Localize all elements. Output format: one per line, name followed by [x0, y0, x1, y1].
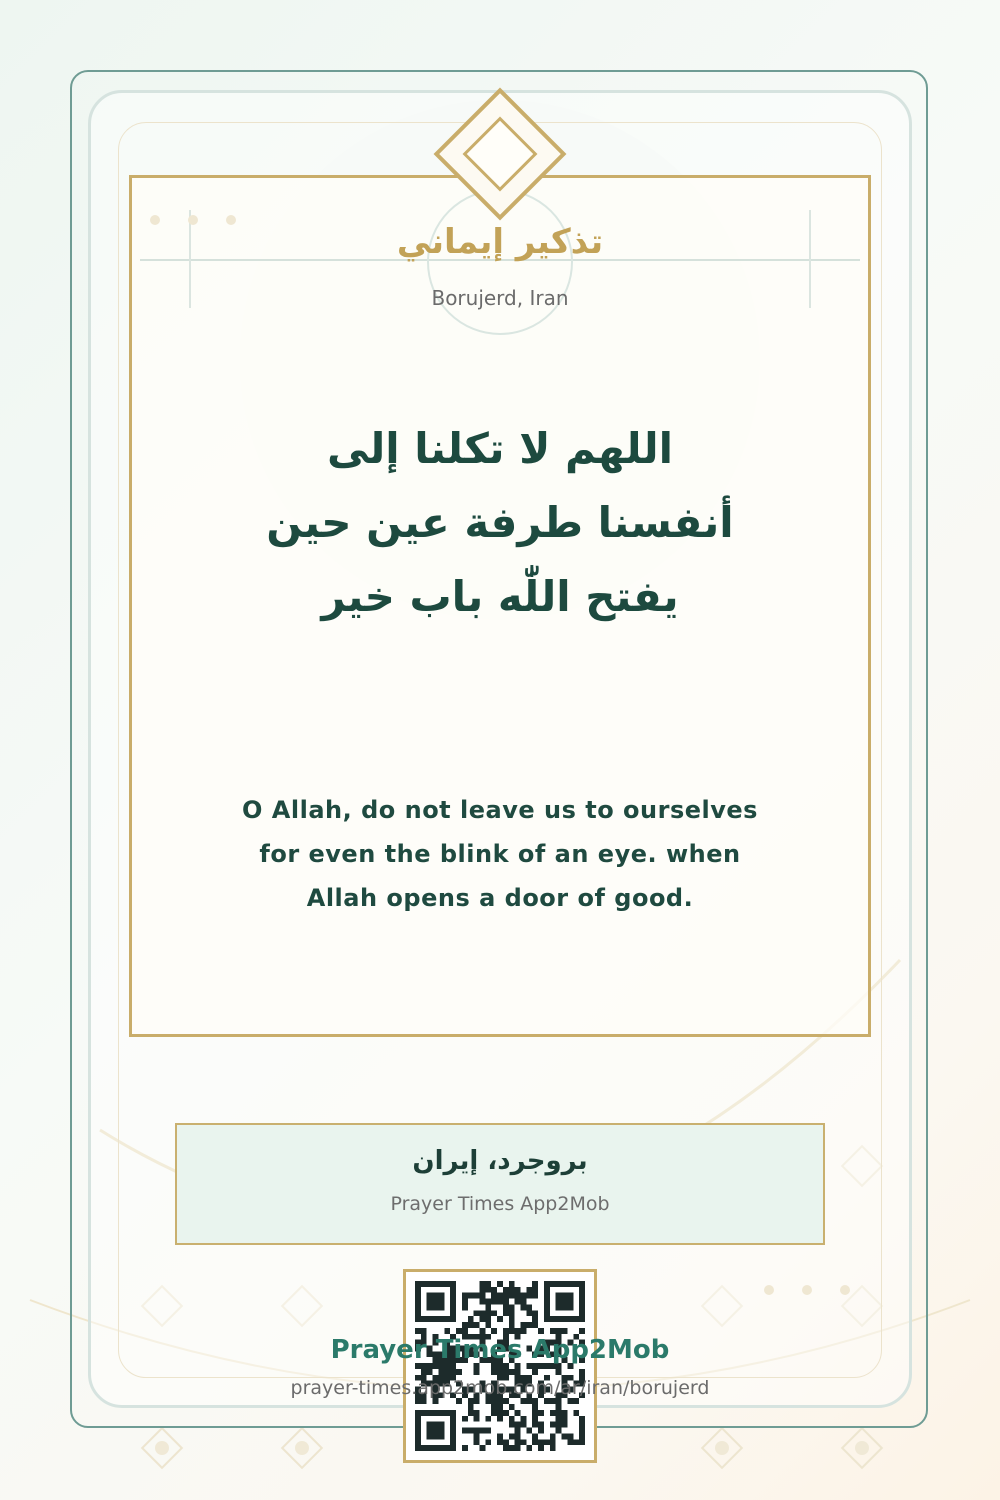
arabic-quote [150, 412, 850, 634]
header-ornament [0, 0, 1000, 400]
corner-dots-decoration [740, 1278, 860, 1302]
header-location: Borujerd, Iran [431, 286, 569, 310]
qr-code-icon [415, 1281, 585, 1451]
english-translation: O Allah, do not leave us to ourselves for even the blink of an eye. when Allah opens a door of good. [242, 796, 758, 912]
city-card [175, 1123, 825, 1245]
footer-brand: Prayer Times App2Mob [330, 1335, 670, 1365]
arabic-quote-line: اللهم لا تكلنا إلى [326, 424, 674, 473]
header-title: تذكير إيماني [396, 222, 604, 262]
city-card-app-name: Prayer Times App2Mob [390, 1193, 610, 1215]
footer-url[interactable]: prayer-times.app2mob.com/ar/iran/borujerd [290, 1377, 710, 1399]
city-arabic-name: بروجرد، إيران [412, 1146, 588, 1176]
arabic-quote-line: يفتح اللّٰه باب خير [321, 572, 679, 621]
arabic-quote-line: أنفسنا طرفة عين حين [266, 498, 734, 547]
